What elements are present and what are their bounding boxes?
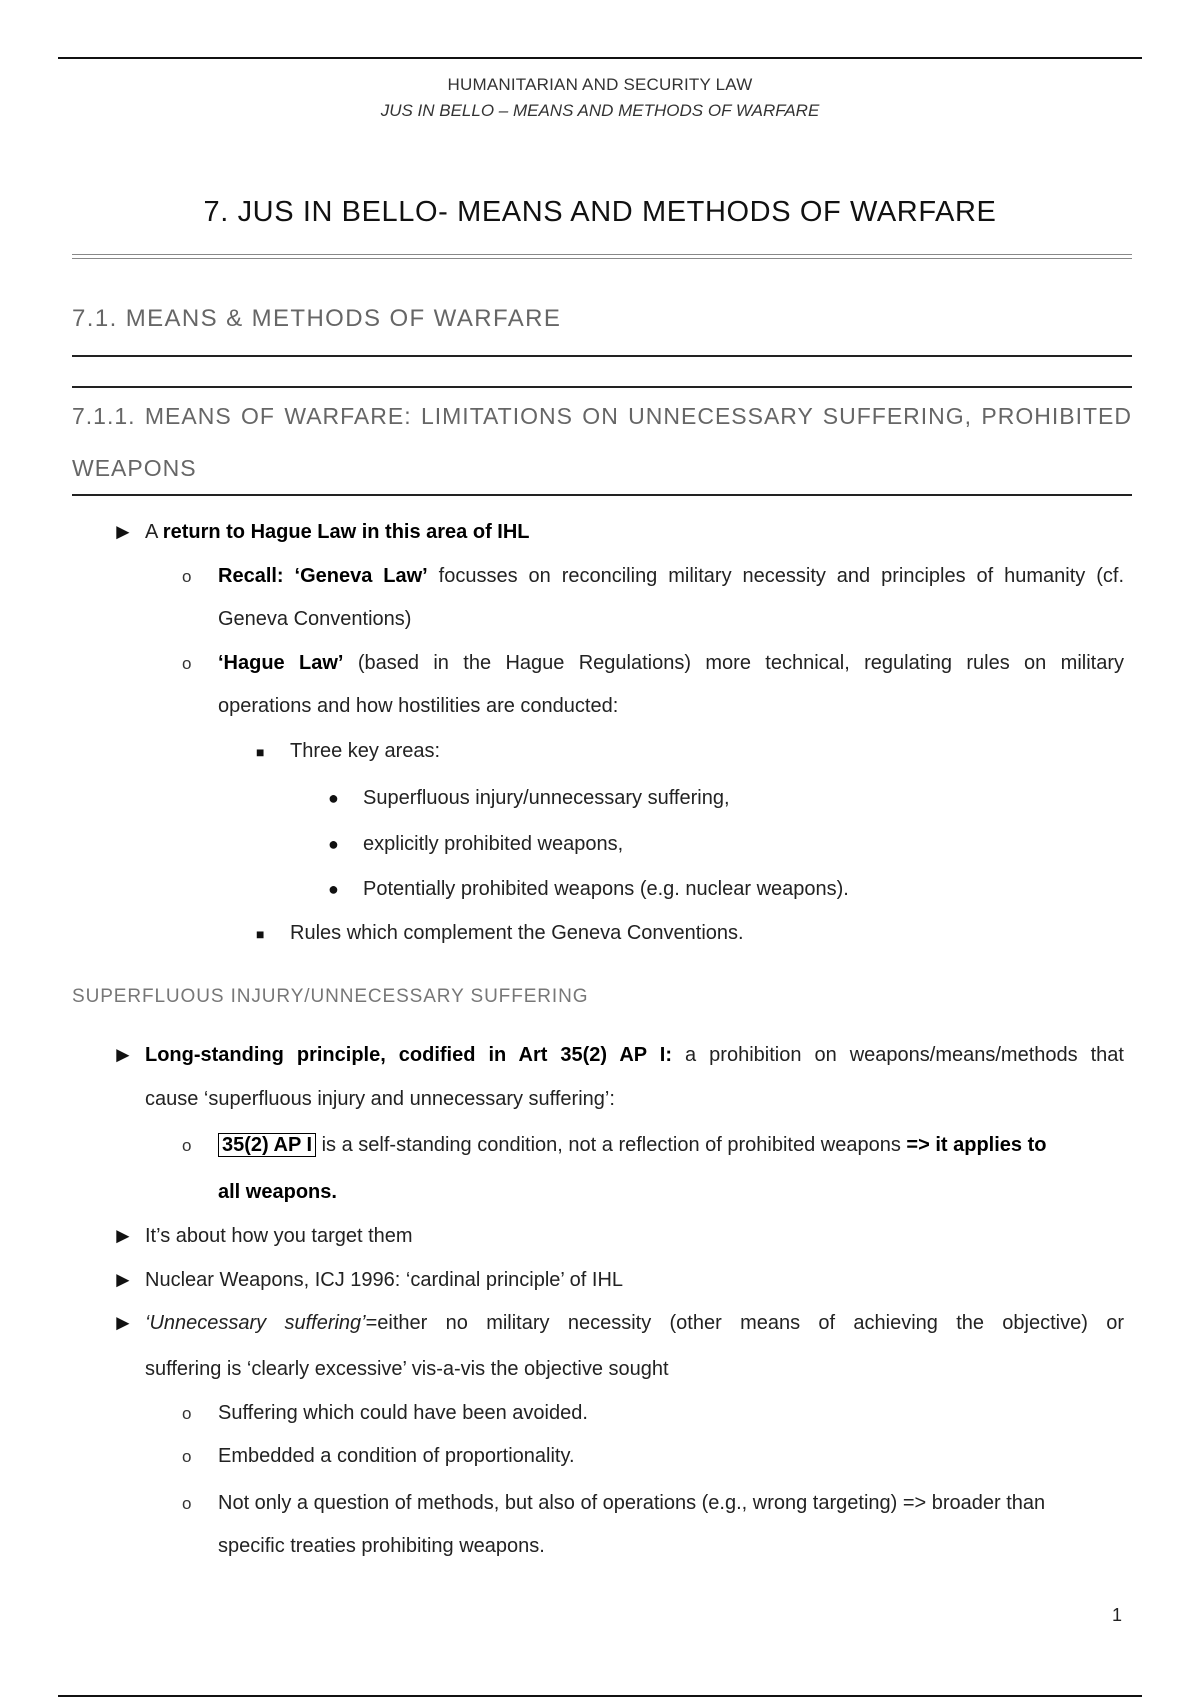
principle-bold: Long-standing principle, codified in Art 35(2) AP I:: [145, 1044, 673, 1066]
list-item-principle: [145, 1041, 1124, 1069]
hague-text-continued: operations and how hostilities are conducted:: [218, 695, 619, 717]
list-item-area: Potentially prohibited weapons (e.g. nuclear weapons).: [363, 878, 849, 900]
square-bullet-icon: ■: [256, 744, 265, 760]
unnecessary-text-continued: suffering is ‘clearly excessive’ vis-a-vis the objective sought: [145, 1358, 669, 1380]
circle-bullet-icon: o: [182, 1404, 192, 1423]
geneva-text: focusses on reconciling military necessity and principles of humanity (cf.: [427, 565, 1124, 587]
geneva-bold: Recall: ‘Geneva Law’: [218, 565, 428, 587]
bottom-rule: [58, 1695, 1142, 1697]
square-bullet-icon: ■: [256, 926, 265, 942]
page-number: 1: [1112, 1605, 1123, 1625]
list-item-unnecessary-suffering: [145, 1309, 1124, 1337]
section-title: 7.1. MEANS & METHODS OF WARFARE: [72, 305, 562, 332]
list-item-geneva-law: [218, 562, 1124, 590]
section-rule: [72, 355, 1132, 357]
list-item-avoided: Suffering which could have been avoided.: [218, 1402, 588, 1424]
self-standing-bold: => it applies to: [906, 1134, 1047, 1156]
list-item-methods-operations: Not only a question of methods, but also of operations (e.g., wrong targeting) => broader than: [218, 1492, 1046, 1514]
list-item-hague-law: [218, 649, 1124, 677]
list-item-key-areas: Three key areas:: [290, 740, 441, 762]
circle-bullet-icon: o: [182, 1494, 192, 1513]
hague-text: (based in the Hague Regulations) more technical, regulating rules on military: [343, 652, 1124, 674]
list-item-area: Superfluous injury/unnecessary suffering,: [363, 787, 730, 809]
circle-bullet-icon: o: [182, 654, 192, 673]
hague-bold: ‘Hague Law’: [218, 652, 344, 674]
unnecessary-text: =either no military necessity (other means of achieving the objective) or: [365, 1312, 1124, 1334]
list-item-hague-return: [145, 518, 530, 546]
list-item-target: It’s about how you target them: [145, 1225, 413, 1247]
dot-bullet-icon: ●: [328, 879, 339, 899]
header-course-title: HUMANITARIAN AND SECURITY LAW: [447, 75, 753, 94]
arrow-bullet-icon: ►: [112, 1267, 134, 1292]
self-standing-continued: [218, 1178, 337, 1206]
methods-text-continued: specific treaties prohibiting weapons.: [218, 1535, 545, 1557]
self-standing-text: is a self-standing condition, not a reflection of prohibited weapons: [316, 1134, 907, 1156]
circle-bullet-icon: o: [182, 1447, 192, 1466]
subsection-title: 7.1.1. MEANS OF WARFARE: LIMITATIONS ON UNNECESSARY SUFFERING, PROHIBITED WEAPONS: [72, 403, 1132, 481]
subsection-bottom-rule: [72, 494, 1132, 496]
all-weapons-bold: all weapons.: [218, 1181, 337, 1203]
subheading-superfluous-injury: SUPERFLUOUS INJURY/UNNECESSARY SUFFERING: [72, 986, 589, 1007]
dot-bullet-icon: ●: [328, 834, 339, 854]
geneva-text-continued: Geneva Conventions): [218, 608, 412, 630]
boxed-article-reference: 35(2) AP I: [218, 1133, 316, 1157]
arrow-bullet-icon: ►: [112, 1223, 134, 1248]
arrow-bullet-icon: ►: [112, 1042, 134, 1067]
unnecessary-italic: ‘Unnecessary suffering’: [145, 1312, 366, 1334]
list-item-self-standing: [218, 1131, 1124, 1159]
list-item-complement: Rules which complement the Geneva Conventions.: [290, 922, 744, 944]
top-rule: [58, 57, 1142, 59]
list-item-proportionality: Embedded a condition of proportionality.: [218, 1445, 575, 1467]
circle-bullet-icon: o: [182, 567, 192, 586]
arrow-bullet-icon: ►: [112, 1310, 134, 1335]
item-bold-text: return to Hague Law in this area of IHL: [162, 521, 530, 543]
arrow-bullet-icon: ►: [112, 519, 134, 544]
running-header: [0, 72, 1200, 124]
header-chapter-subtitle: JUS IN BELLO – MEANS AND METHODS OF WARFARE: [380, 101, 820, 120]
list-item-nuclear-weapons: Nuclear Weapons, ICJ 1996: ‘cardinal principle’ of IHL: [145, 1269, 624, 1291]
chapter-title: 7. JUS IN BELLO- MEANS AND METHODS OF WARFARE: [203, 196, 997, 228]
principle-text-continued: cause ‘superfluous injury and unnecessary suffering’:: [145, 1088, 615, 1110]
circle-bullet-icon: o: [182, 1136, 192, 1155]
title-double-rule: [72, 254, 1132, 259]
item-prefix: A: [145, 521, 163, 543]
list-item-area: explicitly prohibited weapons,: [363, 833, 624, 855]
dot-bullet-icon: ●: [328, 788, 339, 808]
principle-text: a prohibition on weapons/means/methods that: [672, 1044, 1124, 1066]
subsection-top-rule: [72, 386, 1132, 388]
